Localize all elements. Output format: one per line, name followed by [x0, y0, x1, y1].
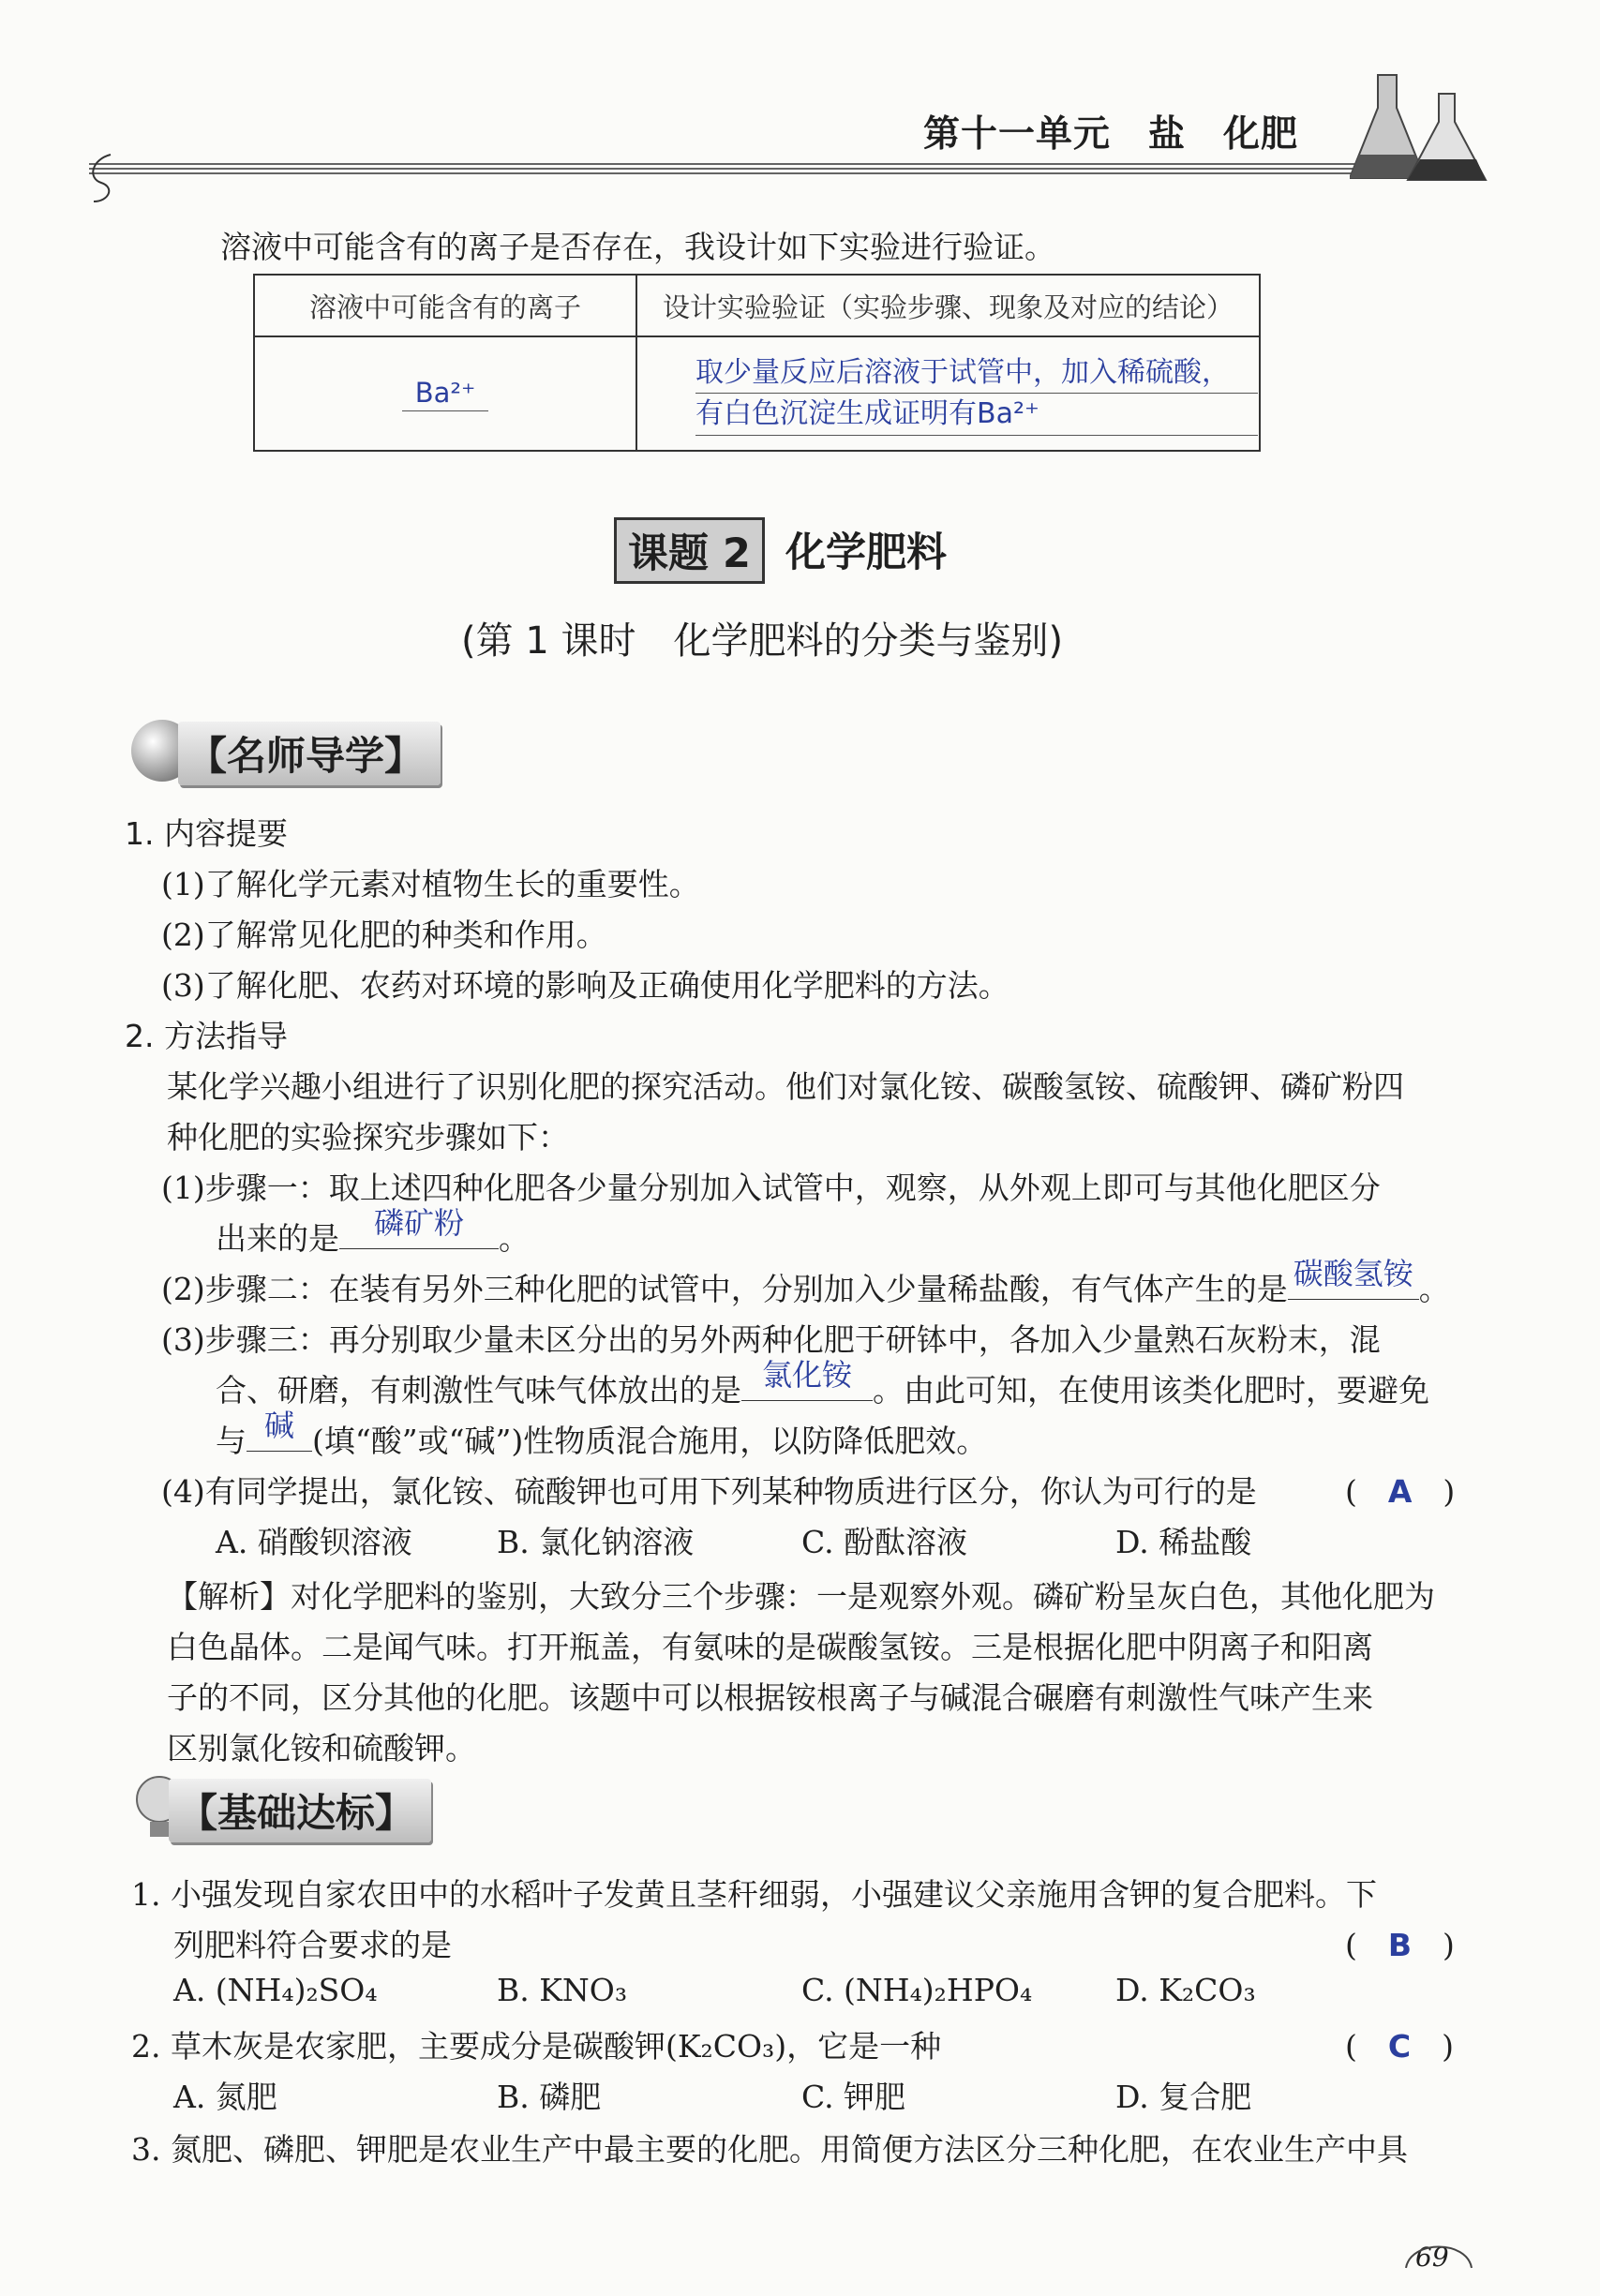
step4-line: (4)有同学提出，氯化铵、硫酸钾也可用下列某种物质进行区分，你认为可行的是 — [161, 1473, 1257, 1510]
step3-line-1: (3)步骤三：再分别取少量未区分出的另外两种化肥于研钵中，各加入少量熟石灰粉末，混 — [161, 1321, 1381, 1358]
q1-line-2: 列肥料符合要求的是 — [173, 1927, 452, 1963]
step3-line-2 — [216, 1357, 1429, 1410]
q2-option-d: D. 复合肥 — [1115, 2079, 1252, 2115]
method-para-line-2: 种化肥的实验探究步骤如下： — [167, 1119, 569, 1155]
design-cell — [636, 336, 1260, 451]
step1-end: 。 — [499, 1220, 530, 1257]
header-flourish-icon — [82, 150, 120, 206]
analysis-line-1: 【解析】对化学肥料的鉴别，大致分三个步骤：一是观察外观。磷矿粉呈灰白色，其他化肥为 — [167, 1578, 1435, 1615]
ion-cell — [254, 336, 636, 451]
step4-answer-bracket: ( A ) — [1345, 1473, 1456, 1510]
experiment-table — [253, 274, 1261, 452]
design-line-1: 取少量反应后溶液于试管中，加入稀硫酸， — [695, 352, 1258, 395]
lesson-number-box: 课题 2 — [614, 517, 765, 584]
step4-answer: A — [1387, 1473, 1413, 1510]
step3-text-a: 合、研磨，有刺激性气味气体放出的是 — [216, 1372, 741, 1409]
q2-answer: C — [1387, 2028, 1412, 2065]
table-header-ion: 溶液中可能含有的离子 — [254, 275, 636, 336]
q1-option-d: D. K₂CO₃ — [1115, 1972, 1256, 2008]
q1-answer-bracket: ( B ) — [1345, 1927, 1455, 1963]
summary-item-3: (3)了解化肥、农药对环境的影响及正确使用化学肥料的方法。 — [161, 967, 1009, 1004]
step1-line-2 — [216, 1205, 530, 1259]
q1-option-c: C. (NH₄)₂HPO₄ — [801, 1972, 1033, 2008]
step2-text: (2)步骤二：在装有另外三种化肥的试管中，分别加入少量稀盐酸，有气体产生的是 — [161, 1271, 1288, 1307]
step3-blank-2 — [247, 1408, 312, 1452]
summary-item-2: (2)了解常见化肥的种类和作用。 — [161, 917, 607, 953]
step1-line-1: (1)步骤一：取上述四种化肥各少量分别加入试管中，观察，从外观上即可与其他化肥区分 — [161, 1170, 1381, 1206]
q1-option-a: A. (NH₄)₂SO₄ — [173, 1972, 378, 2008]
step3-blank-1 — [741, 1357, 873, 1401]
step1-prefix: 出来的是 — [216, 1220, 339, 1257]
q2-option-a: A. 氮肥 — [173, 2079, 277, 2115]
step3-answer-1: 氯化铵 — [761, 1357, 852, 1393]
step4-option-a: A. 硝酸钡溶液 — [216, 1524, 412, 1560]
table-row — [254, 336, 1260, 451]
step2-line — [161, 1256, 1450, 1309]
section-banner-teacher: 【名师导学】 — [178, 722, 441, 785]
flask-icon — [1350, 66, 1490, 187]
header-rule — [89, 161, 1406, 178]
analysis-line-3: 子的不同，区分其他的化肥。该题中可以根据铵根离子与碱混合碾磨有刺激性气味产生来 — [167, 1679, 1373, 1716]
step4-option-b: B. 氯化钠溶液 — [497, 1524, 695, 1560]
step2-end: 。 — [1418, 1271, 1450, 1307]
q1-option-b: B. KNO₃ — [497, 1972, 628, 2008]
q2-line-1: 2. 草木灰是农家肥，主要成分是碳酸钾(K₂CO₃)，它是一种 — [131, 2028, 942, 2065]
method-para-line-1: 某化学兴趣小组进行了识别化肥的探究活动。他们对氯化铵、碳酸氢铵、硫酸钾、磷矿粉四 — [167, 1068, 1404, 1105]
step1-answer: 磷矿粉 — [373, 1205, 464, 1241]
step2-answer: 碳酸氢铵 — [1293, 1256, 1413, 1291]
step2-blank — [1288, 1256, 1419, 1300]
lesson-subtitle: (第 1 课时 化学肥料的分类与鉴别) — [461, 619, 1064, 663]
step3-text-c: 与 — [216, 1423, 247, 1459]
q3-line-1: 3. 氮肥、磷肥、钾肥是农业生产中最主要的化肥。用简便方法区分三种化肥，在农业生产中具 — [131, 2131, 1408, 2168]
table-header-row — [254, 275, 1260, 336]
step4-option-c: C. 酚酞溶液 — [801, 1524, 968, 1560]
step4-option-d: D. 稀盐酸 — [1115, 1524, 1252, 1560]
table-header-design: 设计实验验证（实验步骤、现象及对应的结论） — [636, 275, 1260, 336]
q2-answer-bracket: ( C ) — [1345, 2028, 1454, 2065]
analysis-line-4: 区别氯化铵和硫酸钾。 — [167, 1730, 476, 1767]
step3-answer-2: 碱 — [263, 1408, 294, 1443]
q2-option-c: C. 钾肥 — [801, 2079, 906, 2115]
heading-content-summary: 1. 内容提要 — [125, 815, 288, 852]
step3-text-b: 。由此可知，在使用该类化肥时，要避免 — [873, 1372, 1429, 1409]
q2-option-b: B. 磷肥 — [497, 2079, 602, 2115]
heading-method-guide: 2. 方法指导 — [125, 1018, 288, 1054]
intro-text: 溶液中可能含有的离子是否存在，我设计如下实验进行验证。 — [220, 229, 1055, 265]
step1-blank — [339, 1205, 499, 1249]
page-number: 69 — [1415, 2242, 1449, 2273]
q1-line-1: 1. 小强发现自家农田中的水稻叶子发黄且茎秆细弱，小强建议父亲施用含钾的复合肥料。下 — [131, 1876, 1377, 1913]
summary-item-1: (1)了解化学元素对植物生长的重要性。 — [161, 866, 700, 902]
step3-text-d: (填“酸”或“碱”)性物质混合施用，以防降低肥效。 — [312, 1423, 988, 1459]
unit-title: 第十一单元 盐 化肥 — [923, 113, 1299, 156]
design-line-2: 有白色沉淀生成证明有Ba²⁺ — [695, 394, 1258, 436]
step3-line-3 — [216, 1408, 988, 1461]
analysis-line-2: 白色晶体。二是闻气味。打开瓶盖，有氨味的是碳酸氢铵。三是根据化肥中阴离子和阳离 — [167, 1629, 1373, 1665]
ion-answer: Ba²⁺ — [402, 377, 489, 411]
q1-answer: B — [1387, 1927, 1413, 1963]
lesson-title: 化学肥料 — [785, 529, 947, 576]
page-number-decoration-icon — [1401, 2230, 1476, 2277]
section-banner-basic: 【基础达标】 — [169, 1779, 431, 1842]
